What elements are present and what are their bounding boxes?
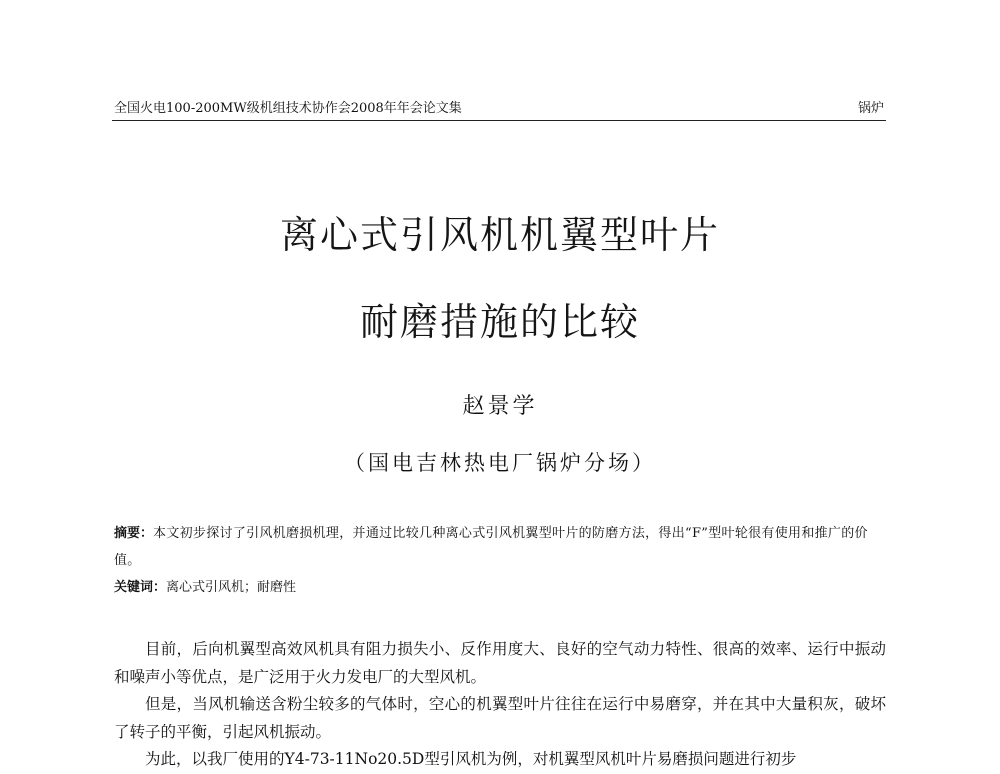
body-text (114, 636, 886, 774)
section-label: 锅炉 (857, 101, 884, 116)
running-header (112, 98, 886, 121)
abstract (114, 520, 886, 574)
paper-title-line-2: 耐磨措施的比较 (359, 300, 640, 344)
body-paragraph: 但是，当风机输送含粉尘较多的气体时，空心的机翼型叶片往往在运行中易磨穿，并在其中大量积灰，破坏了转子的平衡，引起风机振动。 (114, 695, 886, 741)
paper-title-line-1: 离心式引风机机翼型叶片 (279, 213, 720, 257)
abstract-text: 本文初步探讨了引风机磨损机理，并通过比较几种离心式引风机翼型叶片的防磨方法，得出“F”型叶轮很有使用和推广的价值。 (114, 526, 868, 568)
body-paragraph: 为此，以我厂使用的Y4-73-11No20.5D型引风机为例，对机翼型风机叶片易磨损问题进行初步 (145, 750, 797, 768)
proceedings-title: 全国火电100-200MW级机组技术协作会2008年年会论文集 (114, 101, 462, 116)
abstract-label: 摘要： (114, 526, 154, 541)
keywords-text: 离心式引风机；耐磨性 (166, 580, 297, 595)
keywords-label: 关键词： (114, 580, 167, 595)
author-affiliation: （国电吉林热电厂锅炉分场） (344, 451, 656, 475)
author-name: 赵景学 (462, 394, 538, 419)
body-paragraph: 目前，后向机翼型高效风机具有阻力损失小、反作用度大、良好的空气动力特性、很高的效率、运行中振动和噪声小等优点，是广泛用于火力发电厂的大型风机。 (114, 640, 886, 686)
keywords (114, 578, 886, 598)
